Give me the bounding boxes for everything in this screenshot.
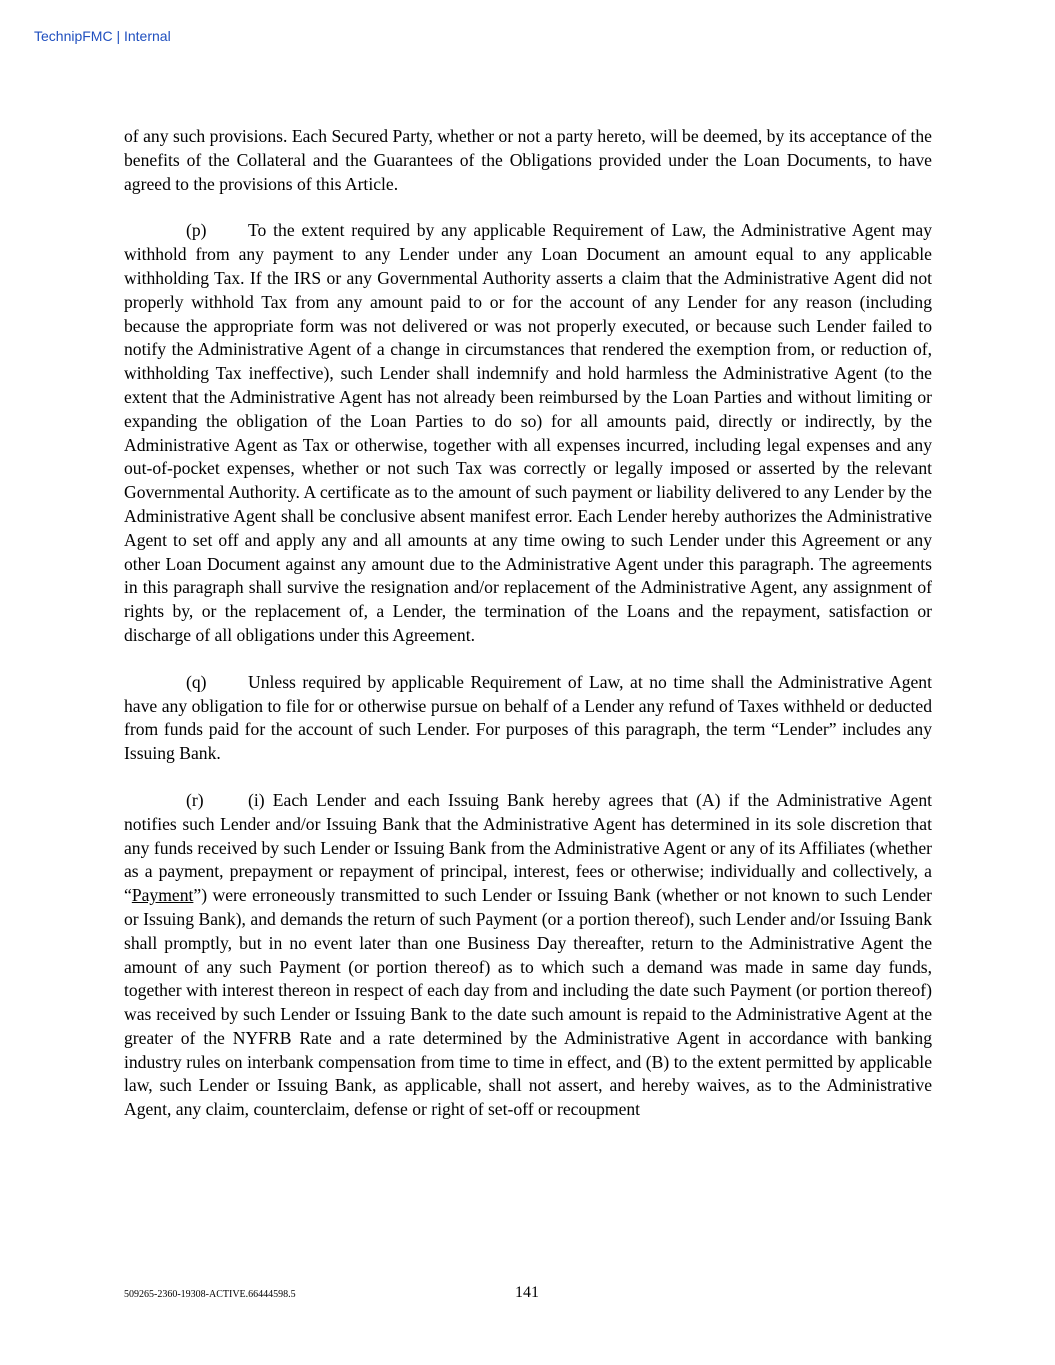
paragraph-label-q: (q) [186,671,207,692]
defined-term-payment: Payment [131,885,194,906]
document-body [124,125,932,1145]
paragraph-o-continuation: of any such provisions. Each Secured Party, whether or not a party hereto, will be deemed, by its acceptance of the benefits of the Collateral and the Guarantees of the Obligations provided under the Loan Documents, to have agreed to the provisions of this Article. [124,126,932,194]
paragraph-text-r-before: (i) Each Lender and each Issuing Bank hereby agrees that (A) if the Administrative Agent notifies such Lender and/or Issuing Bank that the Administrative Agent has determined in its sole discretion that any funds received by such Lender or Issuing Bank from the Administrative Agent or any of its Affiliates (whether as a payment, prepayment or repayment of principal, interest, fees or otherwise; individually and collectively, a “ [124,789,932,906]
paragraph-p [124,219,932,647]
paragraph-label-r: (r) [186,789,204,810]
classification-label: TechnipFMC | Internal [34,28,171,44]
paragraph-q [124,671,932,766]
paragraph-r [124,789,932,1122]
paragraph-text-p: To the extent required by any applicable Requirement of Law, the Administrative Agent may withhold from any payment to any Lender under any Loan Document an amount equal to any applicable withholding Tax. If the IRS or any Governmental Authority asserts a claim that the Administrative Agent did not properly withhold Tax from any amount paid to or for the account of any Lender for any reason (including because the appropriate form was not delivered or was not properly executed, or because such Lender failed to notify the Administrative Agent of a change in circumstances that rendered the exemption from, or reduction of, withholding Tax ineffective), such Lender shall indemnify and hold harmless the Administrative Agent (to the extent that the Administrative Agent has not already been reimbursed by the Loan Parties and without limiting or expanding the obligation of the Loan Parties to do so) for all amounts paid, directly or indirectly, by the Administrative Agent as Tax or otherwise, together with all expenses incurred, including legal expenses and any out-of-pocket expenses, whether or not such Tax was correctly or legally imposed or asserted by the relevant Governmental Authority. A certificate as to the amount of such payment or liability delivered to any Lender by the Administrative Agent shall be conclusive absent manifest error. Each Lender hereby authorizes the Administrative Agent to set off and apply any and all amounts at any time owing to such Lender under this Agreement or any other Loan Document against any amount due to the Administrative Agent under this paragraph. The agreements in this paragraph shall survive the resignation and/or replacement of the Administrative Agent, any assignment of rights by, or the replacement of, a Lender, the termination of the Loans and the repayment, satisfaction or discharge of all obligations under this Agreement. [124,220,932,645]
paragraph-text-q: Unless required by applicable Requirement of Law, at no time shall the Administrative Agent have any obligation to file for or otherwise pursue on behalf of a Lender any refund of Taxes withheld or deducted from funds paid for the account of such Lender. For purposes of this paragraph, the term “Lender” includes any Issuing Bank. [124,671,932,764]
paragraph-text-r-after: ”) were erroneously transmitted to such Lender or Issuing Bank (whether or not known to such Lender or Issuing Bank), and demands the return of such Payment (or a portion thereof), such Lender and/or Issuing Bank shall promptly, but in no event later than one Business Day thereafter, return to the Administrative Agent the amount of any such Payment (or portion thereof) as to which such a demand was made in same day funds, together with interest thereon in respect of each day from and including the date such Payment (or portion thereof) was received by such Lender or Issuing Bank to the date such amount is repaid to the Administrative Agent at the greater of the NYFRB Rate and a rate determined by the Administrative Agent in accordance with banking industry rules on interbank compensation from time to time in effect, and (B) to the extent permitted by applicable law, such Lender or Issuing Bank, as applicable, shall not assert, and hereby waives, as to the Administrative Agent, any claim, counterclaim, defense or right of set-off or recoupment [124,885,932,1120]
paragraph-label-p: (p) [186,220,207,241]
page-number: 141 [515,1284,539,1301]
footer-document-id: 509265-2360-19308-ACTIVE.66444598.5 [124,1289,296,1300]
